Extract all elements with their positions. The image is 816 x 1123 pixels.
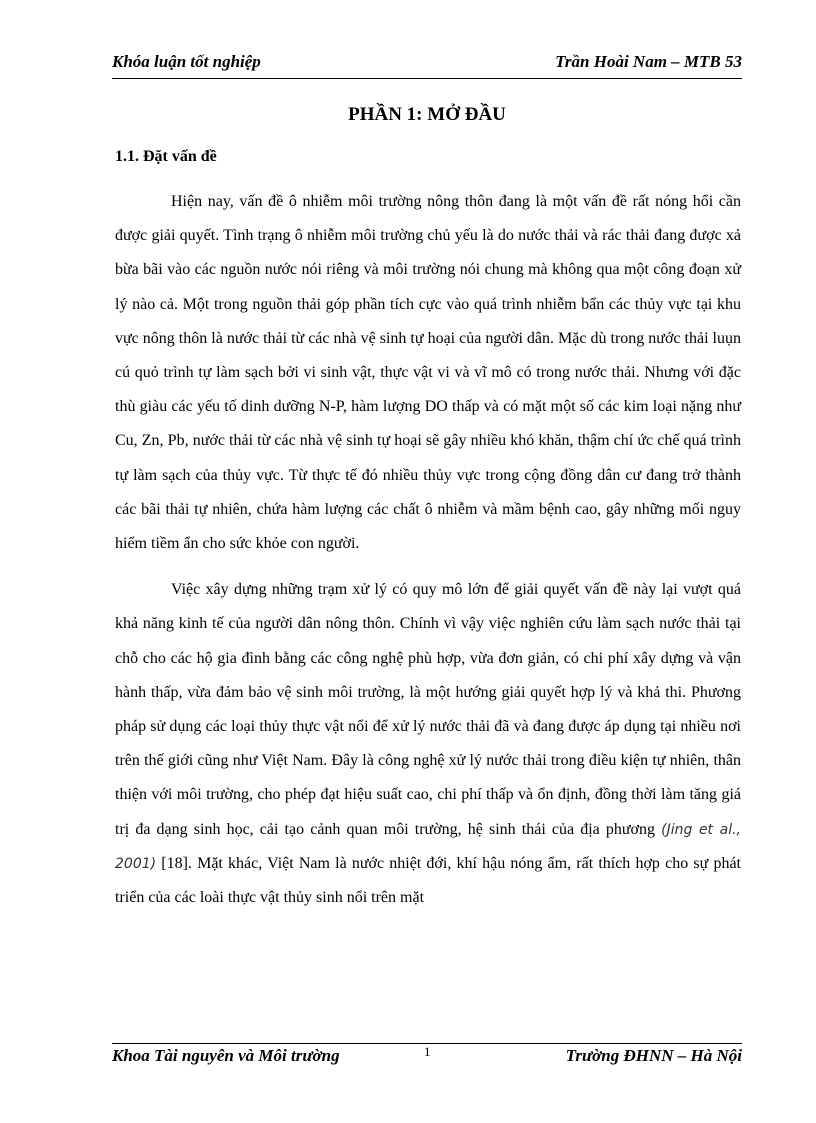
header-right-text: Trần Hoài Nam – MTB 53 — [555, 52, 742, 71]
body-text — [115, 185, 741, 915]
section-heading: 1.1. Đặt vấn đề — [115, 148, 217, 165]
paragraph-1: Hiện nay, vấn đề ô nhiễm môi trường nông thôn đang là một vấn đề rất nóng hổi cần được giải quyết. Tình trạng ô nhiễm môi trường chủ yếu là do nước thải và rác thải đang được xả bừa bãi vào các nguồn nước nói riêng và môi trường nói chung mà không qua một công đoạn xử lý nào cả. Một trong nguồn thải góp phần tích cực vào quá trình nhiễm bẩn các thủy vực tại khu vực nông thôn là nước thải từ các nhà vệ sinh tự hoại của người dân. Mặc dù trong nước thải luụn cú quỏ trình tự làm sạch bởi vi sinh vật, thực vật vi và vĩ mô có trong nước thải. Nhưng với đặc thù giàu các yếu tố dinh dưỡng N-P, hàm lượng DO thấp và có mặt một số các kim loại nặng như Cu, Zn, Pb, nước thải từ các nhà vệ sinh tự hoại sẽ gây nhiều khó khăn, thậm chí ức chế quá trình tự làm sạch của thủy vực. Từ thực tế đó nhiều thủy vực trong cộng đồng dân cư đang trở thành các bãi thải tự nhiên, chứa hàm lượng các chất ô nhiễm và mầm bệnh cao, gây những mối nguy hiểm tiềm ẩn cho sức khỏe con người. — [115, 193, 741, 553]
page-number: 1 — [424, 1044, 431, 1059]
chapter-title: PHẦN 1: MỞ ĐẦU — [348, 104, 506, 125]
header-left-text: Khóa luận tốt nghiệp — [112, 52, 261, 71]
footer-right-text: Trường ĐHNN – Hà Nội — [565, 1046, 742, 1065]
footer-left-text: Khoa Tài nguyên và Môi trường — [112, 1046, 340, 1065]
header-divider — [112, 78, 742, 79]
paragraph-2 — [115, 573, 741, 915]
page-footer — [112, 1046, 742, 1072]
citation: (Jing et al., 2001) — [115, 821, 741, 872]
paragraph-2-text-end: [18]. Mặt khác, Việt Nam là nước nhiệt đới, khí hậu nóng ẩm, rất thích hợp cho sự phát triển của các loài thực vật thủy sinh nổi trên mặt — [115, 854, 741, 907]
paragraph-2-text-start: Việc xây dựng những trạm xử lý có quy mô lớn để giải quyết vấn đề này lại vượt quá khả năng kinh tế của người dân nông thôn. Chính vì vậy việc nghiên cứu làm sạch nước thải tại chỗ cho các hộ gia đình bằng các công nghệ phù hợp, vừa đơn giản, có chi phí xây dựng và vận hành thấp, vừa đảm bảo vệ sinh môi trường, là một hướng giải quyết hợp lý và khả thi. Phương pháp sử dụng các loại thủy thực vật nổi để xử lý nước thải đã và đang được áp dụng tại nhiều nơi trên thế giới cũng như Việt Nam. Đây là công nghệ xử lý nước thải trong điều kiện tự nhiên, thân thiện với môi trường, cho phép đạt hiệu suất cao, chi phí thấp và ổn định, đồng thời làm tăng giá trị đa dạng sinh học, cải tạo cảnh quan môi trường, hệ sinh thái của địa phương — [115, 581, 741, 838]
page-header — [112, 52, 742, 78]
